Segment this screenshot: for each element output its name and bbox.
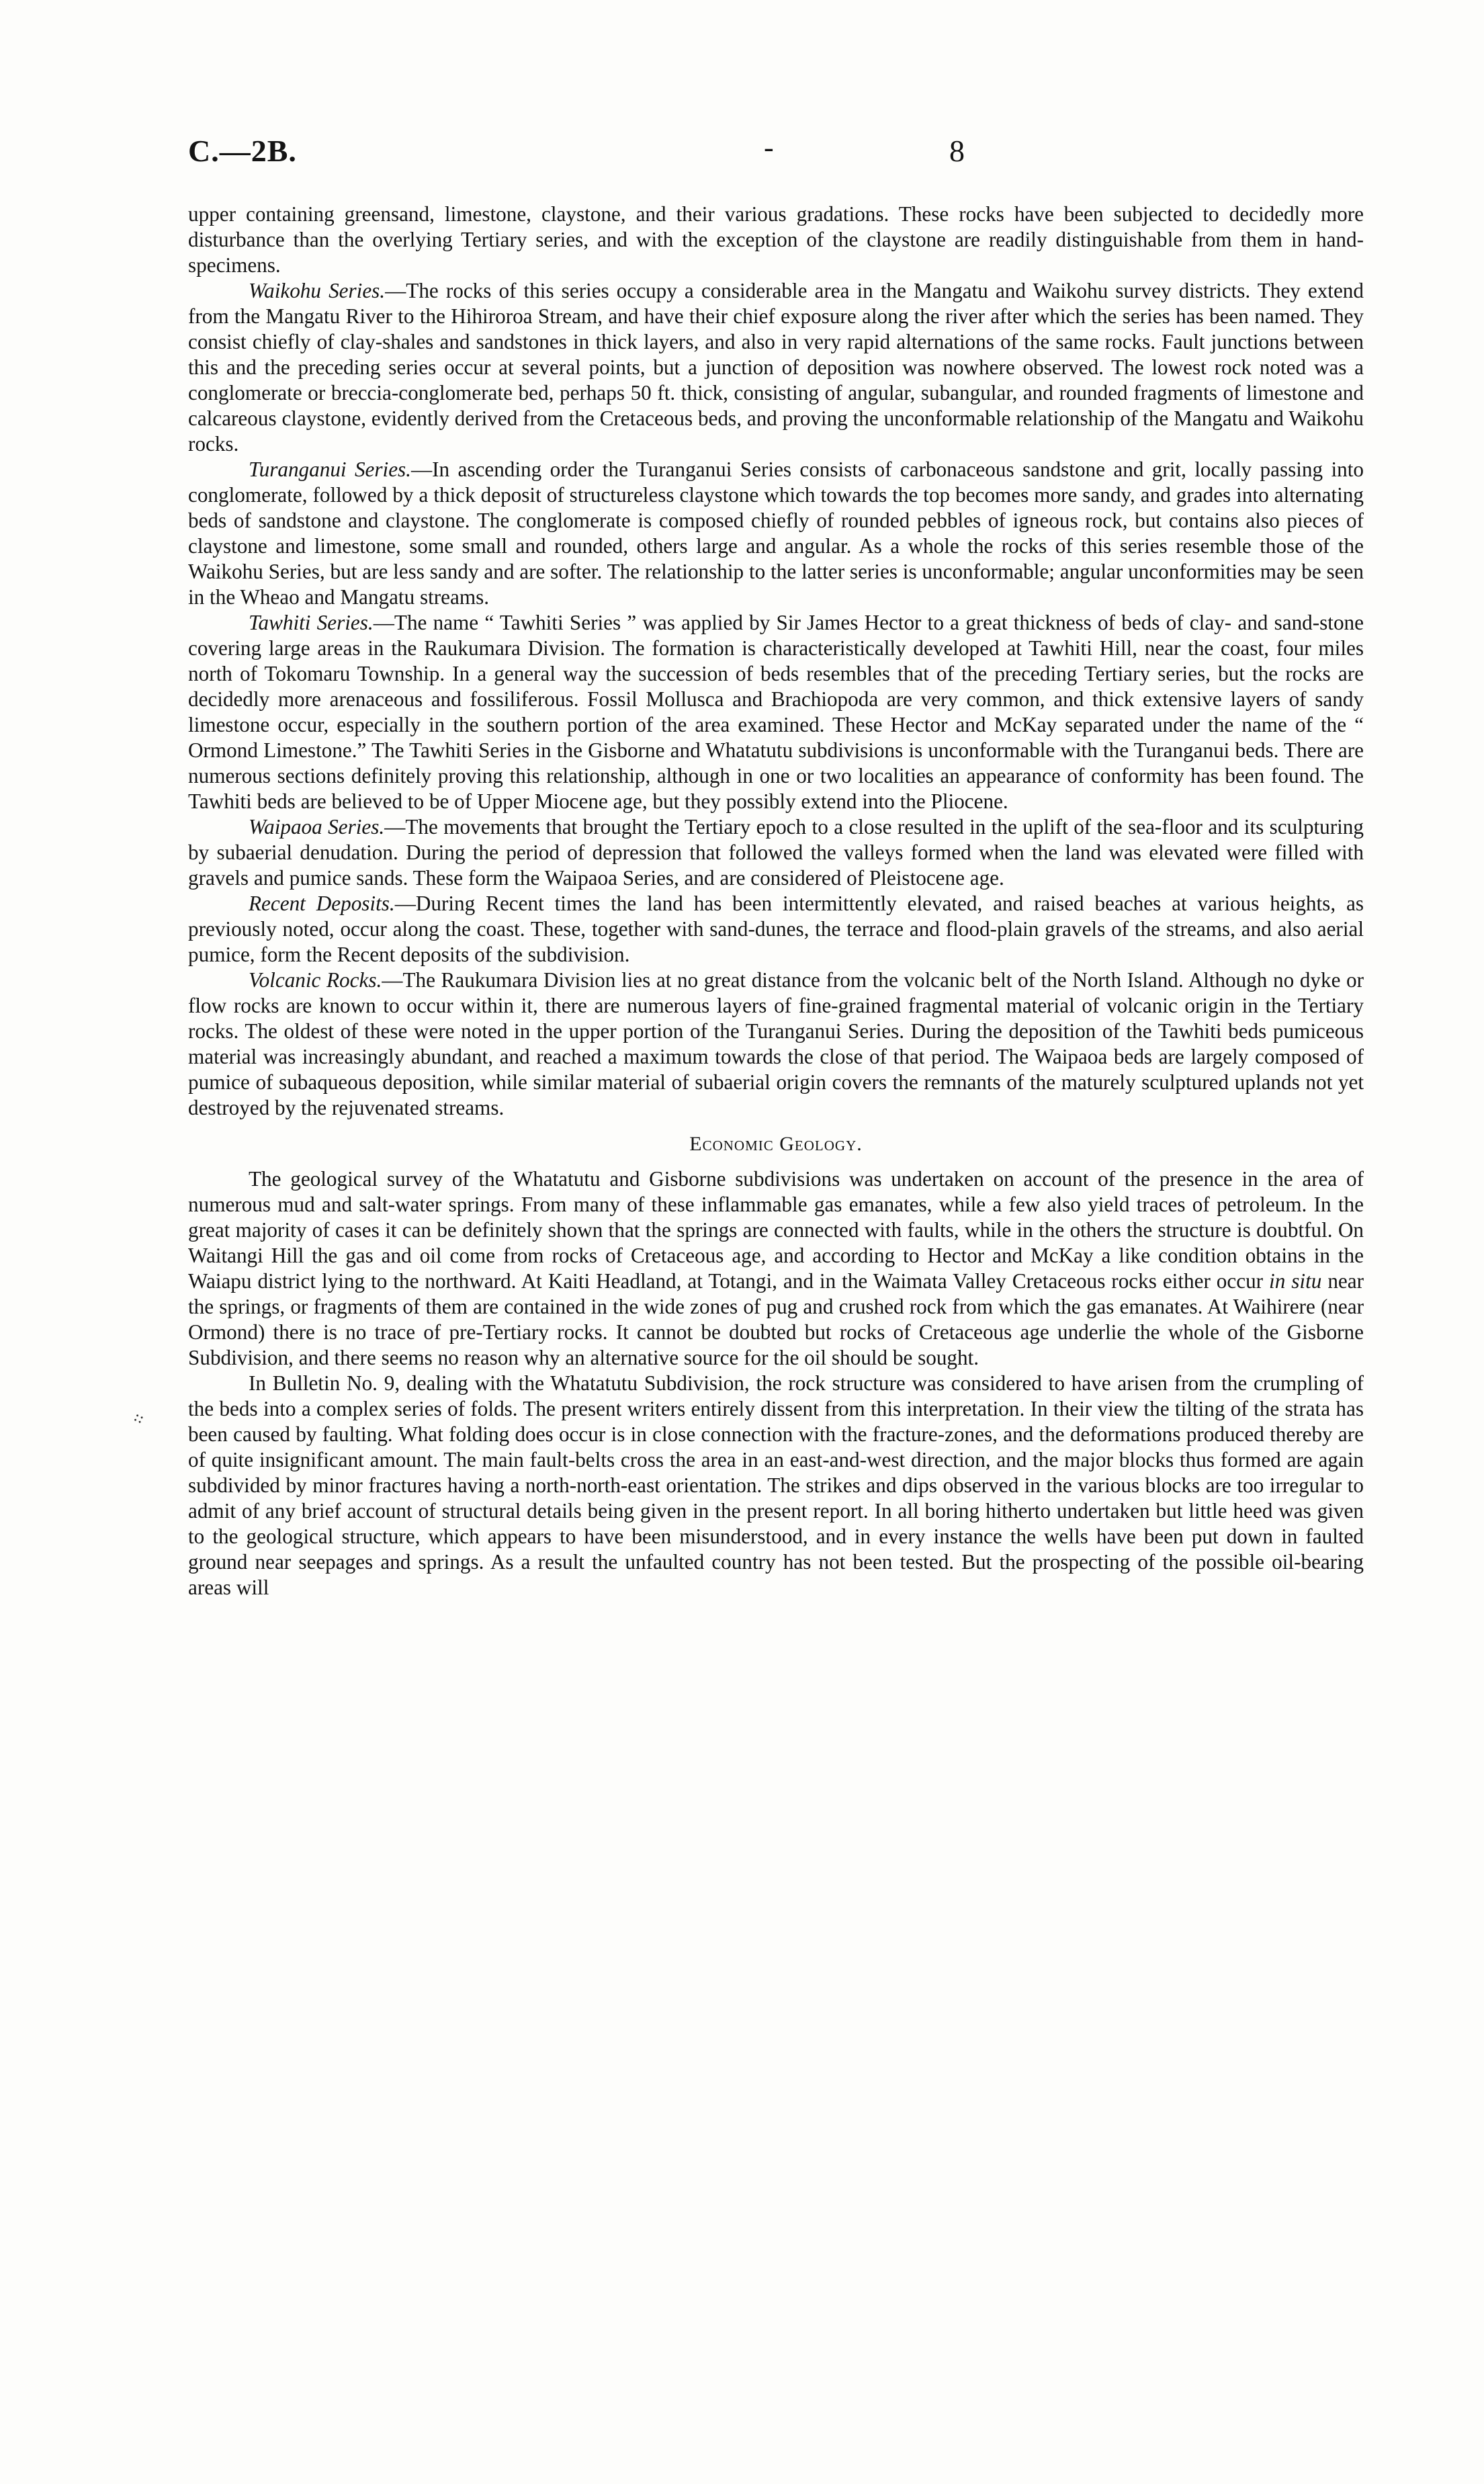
waipaoa-series-text: —The movements that brought the Tertiary epoch to a close resulted in the uplift of the sea-floor and its sculpturing by subaerial denudation. During the period of depression that followed the valleys formed when the land was elevated were filled with gravels and pumice sands. These form the Waipaoa Series, and are considered of Pleistocene age. <box>188 815 1364 890</box>
paragraph-continued: upper containing greensand, limestone, claystone, and their various gradations. These rocks have been subjected to decidedly more disturbance than the overlying Tertiary series, and with the exception of the claystone are readily distinguishable from them in hand-specimens. <box>188 202 1364 277</box>
page-header <box>188 133 1364 180</box>
waikohu-series-text: —The rocks of this series occupy a considerable area in the Mangatu and Waikohu survey districts. They extend from the Mangatu River to the Hihiroroa Stream, and have their chief exposure along the river after which the series has been named. They consist chiefly of clay-shales and sandstones in thick layers, and also in very rapid alternations of the same rocks. Fault junctions between this and the preceding series occur at several points, but a junction of deposition was nowhere observed. The lowest rock noted was a conglomerate or breccia-conglomerate bed, perhaps 50 ft. thick, consisting of angular, subangular, and rounded fragments of limestone and calcareous claystone, evidently derived from the Cretaceous beds, and proving the unconformable relationship of the Mangatu and Waikohu rocks. <box>188 279 1364 456</box>
margin-mark: ⁘ <box>128 1408 149 1431</box>
section-heading-economic-geology: Economic Geology. <box>689 1133 863 1155</box>
paragraph-recent-deposits <box>188 891 1364 968</box>
paragraph-waikohu-series <box>188 278 1364 457</box>
volcanic-rocks-title: Volcanic Rocks. <box>249 968 382 992</box>
recent-deposits-title: Recent Deposits. <box>249 892 395 915</box>
paragraph-economic-1 <box>188 1166 1364 1371</box>
waipaoa-series-title: Waipaoa Series. <box>249 815 385 839</box>
economic-1-in-situ: in situ <box>1269 1269 1322 1293</box>
paragraph-economic-2: In Bulletin No. 9, dealing with the Whatatutu Subdivision, the rock structure was considered to have arisen from the crumpling of the beds into a complex series of folds. The present writers entirely dissent from this interpretation. In their view the tilting of the strata has been caused by faulting. What folding does occur is in close connection with the fracture-zones, and the deformations produced thereby are of quite insignificant amount. The main fault-belts cross the area in an east-and-west direction, and the major blocks thus formed are again subdivided by minor fractures having a north-north-east orientation. The strikes and dips observed in the various blocks are too irregular to admit of any brief account of structural details being given in the present report. In all boring hitherto undertaken but little heed was given to the geological structure, which appears to have been misunderstood, and in every instance the wells have been put down in faulted ground near seepages and springs. As a result the unfaulted country has not been tested. But the prospecting of the possible oil-bearing areas will <box>188 1371 1364 1599</box>
tawhiti-series-text: —The name “ Tawhiti Series ” was applied by Sir James Hector to a great thickness of beds of clay- and sand-stone covering large areas in the Raukumara Division. The formation is characteristically developed at Tawhiti Hill, near the coast, four miles north of Tokomaru Township. In a general way the succession of beds resembles that of the preceding Tertiary series, but the rocks are decidedly more arenaceous and fossiliferous. Fossil Mollusca and Brachiopoda are very common, and thick extensive layers of sandy limestone occur, especially in the southern portion of the area examined. These Hector and McKay separated under the name of the “ Ormond Limestone.” The Tawhiti Series in the Gisborne and Whatatutu subdivisions is unconformable with the Turanganui beds. There are numerous sections definitely proving this relationship, although in one or two localities an appearance of conformity has been found. The Tawhiti beds are believed to be of Upper Miocene age, but they possibly extend into the Pliocene. <box>188 611 1364 813</box>
document-code: C.—2B. <box>188 134 297 168</box>
paragraph-volcanic-rocks <box>188 968 1364 1121</box>
paragraph-tawhiti-series <box>188 610 1364 814</box>
paragraph-turanganui-series <box>188 457 1364 610</box>
page-body <box>188 202 1364 2473</box>
tawhiti-series-title: Tawhiti Series. <box>249 611 374 634</box>
turanganui-series-title: Turanganui Series. <box>249 458 411 481</box>
header-dash: - <box>764 131 774 164</box>
volcanic-rocks-text: —The Raukumara Division lies at no great distance from the volcanic belt of the North Island. Although no dyke or flow rocks are known to occur within it, there are numerous layers of fine-grained fragmental material of volcanic origin in the Tertiary rocks. The oldest of these were noted in the upper portion of the Turanganui Series. During the deposition of the Tawhiti beds pumiceous material was increasingly abundant, and reached a maximum towards the close of that period. The Waipaoa beds are largely composed of pumice of subaqueous deposition, while similar material of subaerial origin covers the remnants of the maturely sculptured uplands not yet destroyed by the rejuvenated streams. <box>188 968 1364 1119</box>
paragraph-waipaoa-series <box>188 814 1364 891</box>
turanganui-series-text: —In ascending order the Turanganui Series consists of carbonaceous sandstone and grit, locally passing into conglomerate, followed by a thick deposit of structureless claystone which towards the top becomes more sandy, and grades into alternating beds of sandstone and claystone. The conglomerate is composed chiefly of rounded pebbles of igneous rock, but contains also pieces of claystone and limestone, some small and rounded, others large and angular. As a whole the rocks of this series resemble those of the Waikohu Series, but are less sandy and are softer. The relationship to the latter series is unconformable; angular unconformities may be seen in the Wheao and Mangatu streams. <box>188 458 1364 609</box>
page-number: 8 <box>949 134 965 168</box>
economic-1-text-a: The geological survey of the Whatatutu and Gisborne subdivisions was undertaken on account of the presence in the area of numerous mud and salt-water springs. From many of these inflammable gas emanates, while a few also yield traces of petroleum. In the great majority of cases it can be definitely shown that the springs are connected with faults, while in the others the structure is doubtful. On Waitangi Hill the gas and oil come from rocks of Cretaceous age, and according to Hector and McKay a like condition obtains in the Waiapu district lying to the northward. At Kaiti Headland, at Totangi, and in the Waimata Valley Cretaceous rocks either occur <box>188 1167 1364 1293</box>
recent-deposits-text: —During Recent times the land has been intermittently elevated, and raised beaches at various heights, as previously noted, occur along the coast. These, together with sand-dunes, the terrace and flood-plain gravels of the streams, and also aerial pumice, form the Recent deposits of the subdivision. <box>188 892 1364 966</box>
economic-1-text-b: near the springs, or fragments of them are contained in the wide zones of pug and crushed rock from which the gas emanates. At Waihirere (near Ormond) there is no trace of pre-Tertiary rocks. It cannot be doubted but rocks of Cretaceous age underlie the whole of the Gisborne Subdivision, and there seems no reason why an alternative source for the oil should be sought. <box>188 1269 1364 1369</box>
waikohu-series-title: Waikohu Series. <box>249 279 386 302</box>
